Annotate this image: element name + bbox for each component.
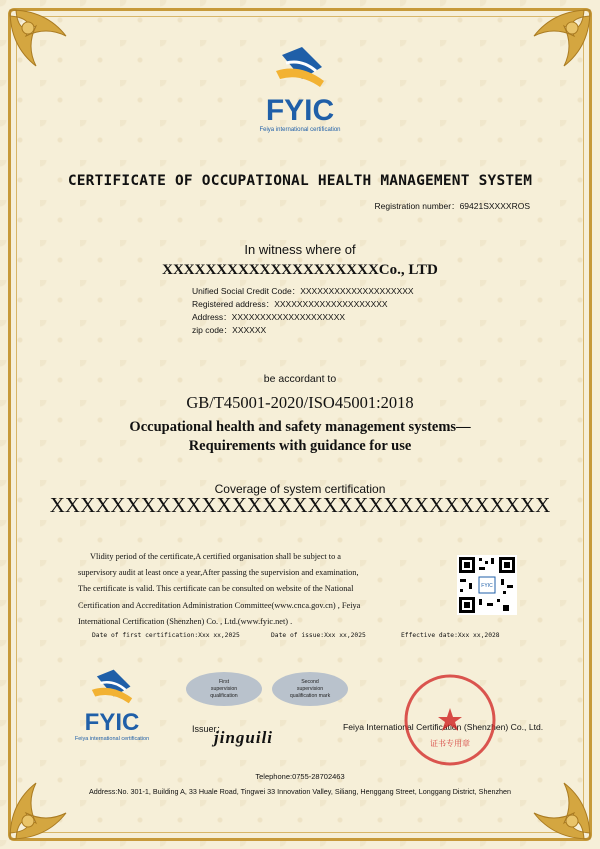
- registration-number: Registration number：69421SXXXXROS: [374, 201, 530, 211]
- company-address: Address:No. 301-1, Building A, 33 Huale Road, Tingwei 33 Innovation Valley, Siliang, Henggang Street, Longgang District, Shenzhen: [88, 787, 512, 796]
- issuing-company: Feiya International Certification (Shenzhen) Co., Ltd.: [343, 722, 544, 732]
- validity-line: Vlidity period of the certificate,A certified organisation shall be subject to a: [90, 552, 341, 561]
- credit-code: Unified Social Credit Code：XXXXXXXXXXXXXXXXXXXX: [192, 286, 414, 296]
- official-seal: [402, 672, 498, 768]
- standard-code: GB/T45001-2020/ISO45001:2018: [186, 393, 414, 412]
- logo-brand: FYIC: [265, 94, 335, 127]
- supervision-text: qualification mark: [289, 692, 331, 699]
- seal-icon: [402, 672, 498, 768]
- supervision-text: supervision: [210, 685, 238, 692]
- zip-code: zip code：XXXXXX: [192, 325, 267, 335]
- first-supervision-mark: [186, 672, 262, 706]
- seal-text: 证书专用章: [430, 739, 470, 748]
- validity-line: The certificate is valid. This certificate can be consulted on website of the National: [78, 584, 354, 594]
- coverage-label: Coverage of system certification: [214, 482, 386, 496]
- first-certification-date: Date of first certification:Xxx xx,2025: [92, 632, 240, 639]
- supervision-text: qualification: [210, 692, 238, 699]
- system-name-line-2: Requirements with guidance for use: [188, 438, 412, 454]
- validity-line: supervisory audit at least once a year,After passing the supervision and examination,: [78, 568, 359, 578]
- fyic-logo-icon: [88, 668, 136, 710]
- system-name-line-1: Occupational health and safety management systems—: [129, 419, 471, 435]
- qr-code: [457, 555, 517, 615]
- registered-address: Registered address：XXXXXXXXXXXXXXXXXXXX: [192, 299, 388, 309]
- corner-ornament-icon: [524, 6, 594, 76]
- logo-tagline: Feiya international certification: [74, 736, 150, 742]
- validity-line: International Certification (Shenzhen) Co. , Ltd.(www.fyic.net) .: [78, 616, 293, 626]
- fyic-logo: [250, 45, 350, 165]
- issuer-signature: jinguili: [214, 728, 274, 747]
- telephone: Telephone:0755-28702463: [255, 772, 345, 781]
- logo-tagline: Feiya international certification: [259, 127, 341, 133]
- witness-text: In witness where of: [244, 242, 356, 257]
- validity-line: Certification and Accreditation Administration Committee(www.cnca.gov.cn) , Feiya: [78, 600, 361, 610]
- fyic-logo-icon: [272, 45, 328, 95]
- second-supervision-mark: [272, 672, 348, 706]
- validity-statement: [78, 549, 438, 630]
- certificate-title: CERTIFICATE OF OCCUPATIONAL HEALTH MANAGEMENT SYSTEM: [67, 173, 533, 189]
- corner-ornament-icon: [524, 773, 594, 843]
- coverage-value: XXXXXXXXXXXXXXXXXXXXXXXXXXXXXXXXX: [49, 493, 551, 517]
- supervision-text: First: [218, 678, 230, 685]
- supervision-text: supervision: [296, 685, 324, 692]
- supervision-text: Second: [301, 678, 319, 685]
- effective-date: Effective date:Xxx xx,2028: [401, 632, 500, 639]
- issuer-label: Issuer：: [192, 724, 226, 734]
- system-name: [0, 418, 600, 456]
- qr-code-icon: [457, 555, 517, 615]
- address-line: Address：XXXXXXXXXXXXXXXXXXXX: [192, 312, 346, 322]
- issue-date: Date of issue:Xxx xx,2025: [271, 632, 366, 639]
- fyic-logo-bottom: [62, 668, 162, 742]
- accordant-text: be accordant to: [263, 373, 337, 385]
- corner-ornament-icon: [6, 773, 76, 843]
- qr-label: FYIC: [481, 583, 493, 589]
- company-name: XXXXXXXXXXXXXXXXXXXXCo., LTD: [162, 262, 438, 278]
- corner-ornament-icon: [6, 6, 76, 76]
- logo-brand: FYIC: [84, 709, 140, 736]
